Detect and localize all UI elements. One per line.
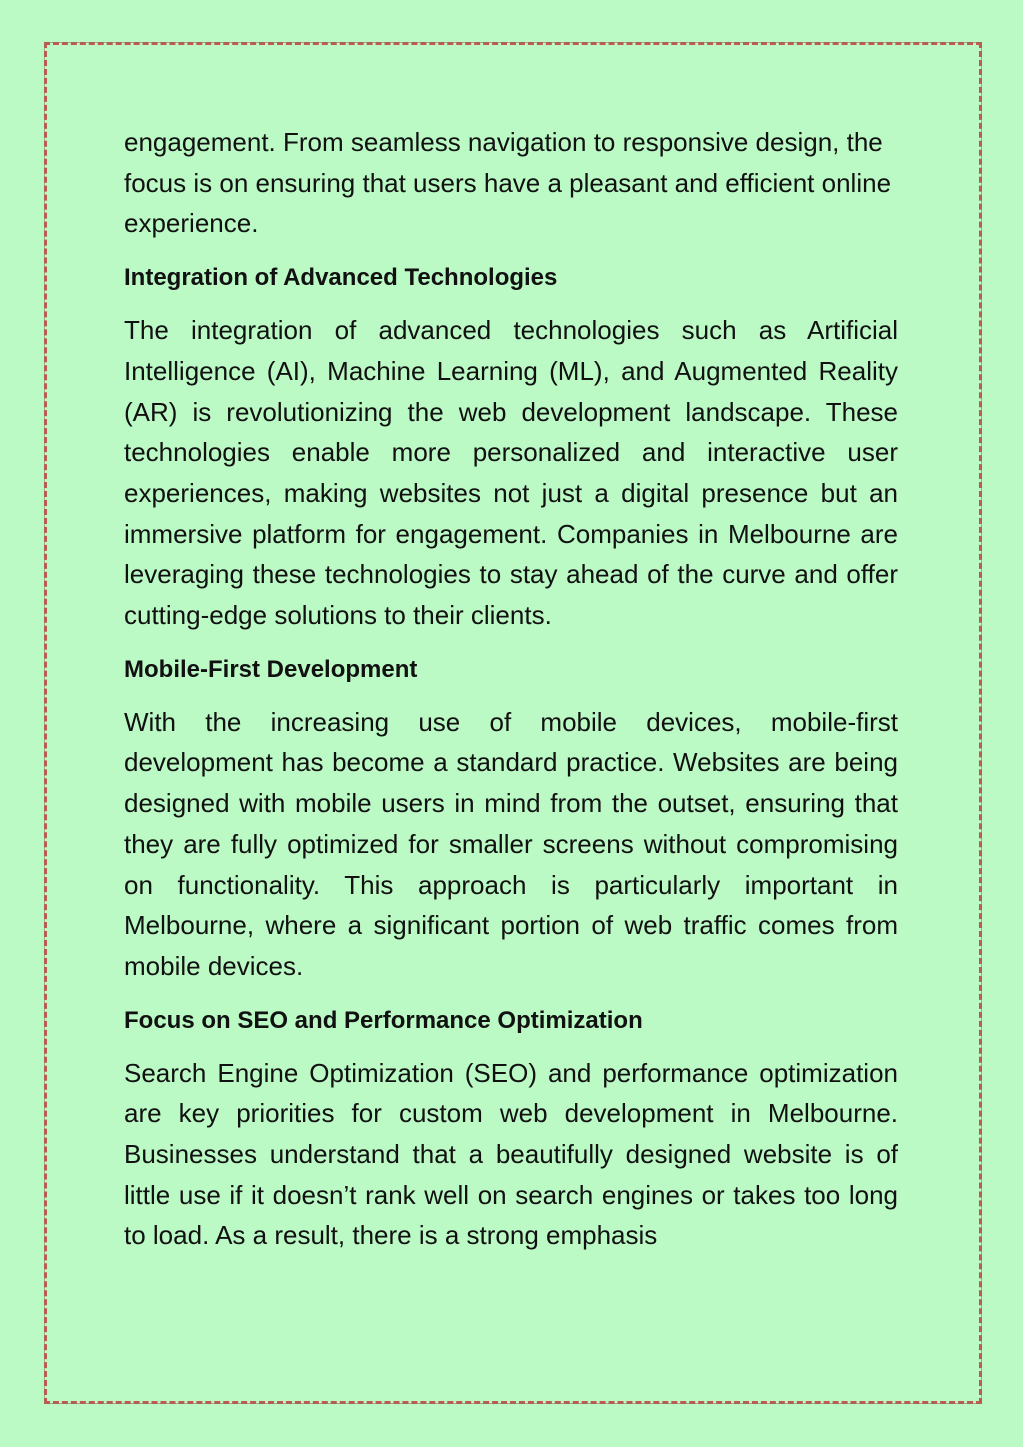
section-heading-advanced-technologies: Integration of Advanced Technologies bbox=[124, 264, 558, 292]
document-content bbox=[124, 122, 898, 1272]
section-body-advanced-technologies: The integration of advanced technologies such as Artificial Intelligence (AI), Machine Learning (ML), and Augmented Reality (AR) is revolutionizing the web development landscape. These technologies enable more personalized and interactive user experiences, making websites not just a digital presence but an immersive platform for engagement. Companies in Melbourne are leveraging these technologies to stay ahead of the curve and offer cutting-edge solutions to their clients. bbox=[124, 315, 898, 631]
section-heading-mobile-first: Mobile-First Development bbox=[124, 655, 418, 683]
section-body-seo-performance: Search Engine Optimization (SEO) and performance optimization are key priorities for custom web development in Melbourne. Businesses understand that a beautifully designed website is of little use if it doesn’t rank well on search engines or takes too long to load. As a result, there is a strong emphasis bbox=[124, 1057, 898, 1251]
section-heading-seo-performance: Focus on SEO and Performance Optimization bbox=[124, 1006, 643, 1034]
intro-paragraph: engagement. From seamless navigation to responsive design, the focus is on ensuring that users have a pleasant and efficient online experience. bbox=[124, 127, 892, 239]
section-body-mobile-first: With the increasing use of mobile devices, mobile-first development has become a standard practice. Websites are being designed with mobile users in mind from the outset, ensuring that they are fully optimized for smaller screens without compromising on functionality. This approach is particularly important in Melbourne, where a significant portion of web traffic comes from mobile devices. bbox=[124, 706, 898, 981]
